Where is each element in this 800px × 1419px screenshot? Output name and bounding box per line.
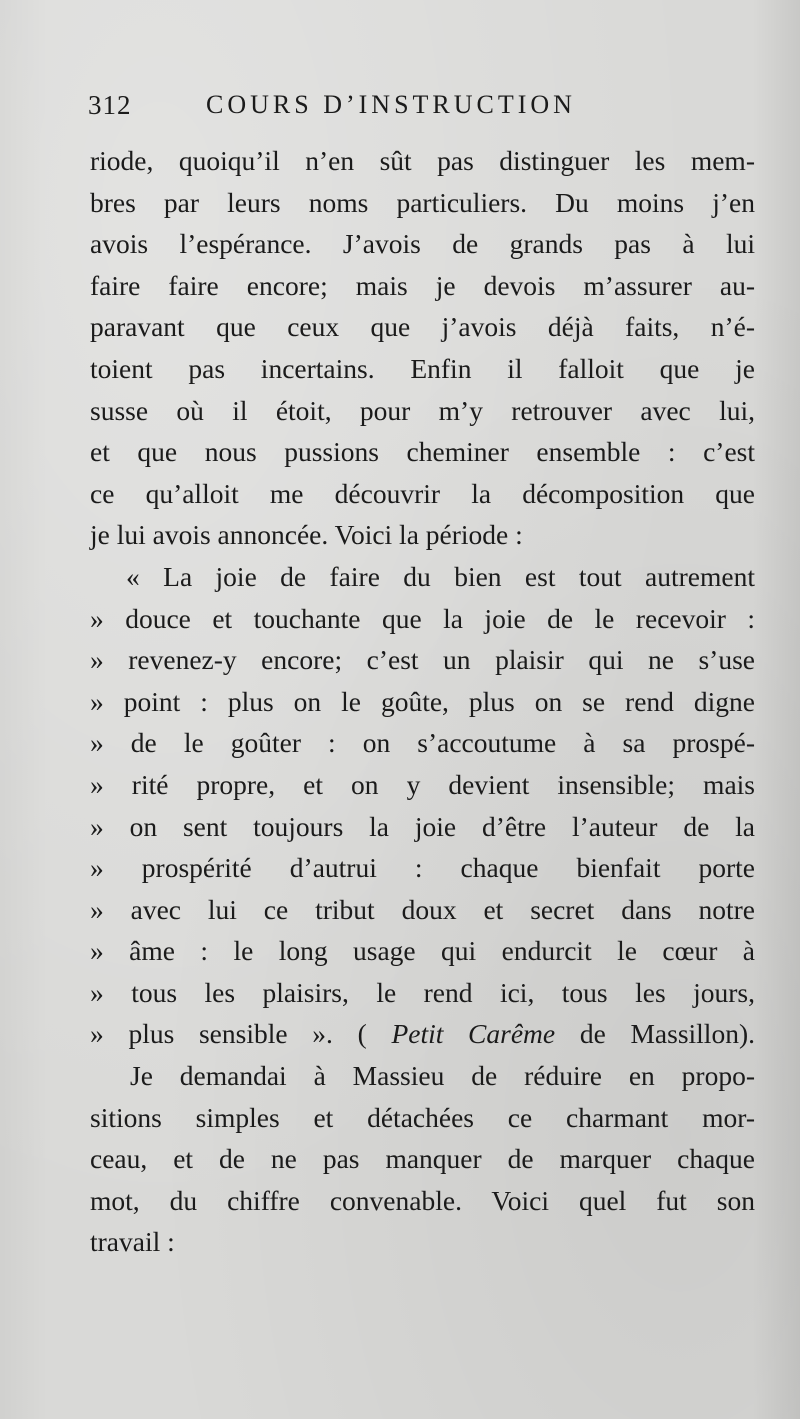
citation-work-title: Petit Carême xyxy=(391,1018,556,1050)
text-line: riode, quoiqu’il n’en sût pas distinguer les mem- xyxy=(90,145,755,176)
text-line: mot, du chiffre convenable. Voici quel fut son xyxy=(90,1184,755,1216)
text-line: paravant que ceux que j’avois déjà faits, n’é- xyxy=(90,311,755,343)
text-line: je lui avois annoncée. Voici la période : xyxy=(90,519,523,551)
body-text xyxy=(90,140,755,1263)
text-line: susse où il étoit, pour m’y retrouver avec lui, xyxy=(90,394,755,426)
quote-line: » de le goûter : on s’accoutume à sa prospé- xyxy=(90,727,755,759)
citation-text-after: de Massillon). xyxy=(555,1018,755,1050)
text-line: avois l’espérance. J’avois de grands pas à lui xyxy=(90,228,755,260)
quote-line: » avec lui ce tribut doux et secret dans notre xyxy=(90,893,755,925)
quote-line: » point : plus on le goûte, plus on se rend digne xyxy=(90,685,755,717)
quote-line: » douce et touchante que la joie de le recevoir : xyxy=(90,602,755,634)
running-head xyxy=(88,90,728,130)
quote-line: » tous les plaisirs, le rend ici, tous les jours, xyxy=(90,976,755,1008)
text-line: toient pas incertains. Enfin il falloit que je xyxy=(90,352,755,384)
quote-line: « La joie de faire du bien est tout autrement xyxy=(126,560,755,592)
quote-line: » rité propre, et on y devient insensible; mais xyxy=(90,768,755,800)
text-line: ce qu’alloit me découvrir la décomposition que xyxy=(90,477,755,509)
citation-line xyxy=(90,1013,755,1055)
quote-line: » revenez-y encore; c’est un plaisir qui ne s’use xyxy=(90,644,755,676)
citation-text-before: » plus sensible ». ( xyxy=(90,1018,392,1050)
page-number: 312 xyxy=(88,90,132,120)
text-line: bres par leurs noms particuliers. Du moins j’en xyxy=(90,186,755,218)
text-line: travail : xyxy=(90,1226,175,1258)
text-line: sitions simples et détachées ce charmant mor- xyxy=(90,1101,755,1133)
text-line: ceau, et de ne pas manquer de marquer chaque xyxy=(90,1143,755,1175)
quote-line: » âme : le long usage qui endurcit le cœur à xyxy=(90,935,755,967)
text-line: et que nous pussions cheminer ensemble : c’est xyxy=(90,436,755,468)
quote-line: » prospérité d’autrui : chaque bienfait porte xyxy=(90,852,755,884)
text-line: faire faire encore; mais je devois m’assurer au- xyxy=(90,269,755,301)
text-line: Je demandai à Massieu de réduire en propo- xyxy=(130,1060,755,1092)
running-title: COURS D’INSTRUCTION xyxy=(206,90,576,119)
quote-line: » on sent toujours la joie d’être l’auteur de la xyxy=(90,810,755,842)
